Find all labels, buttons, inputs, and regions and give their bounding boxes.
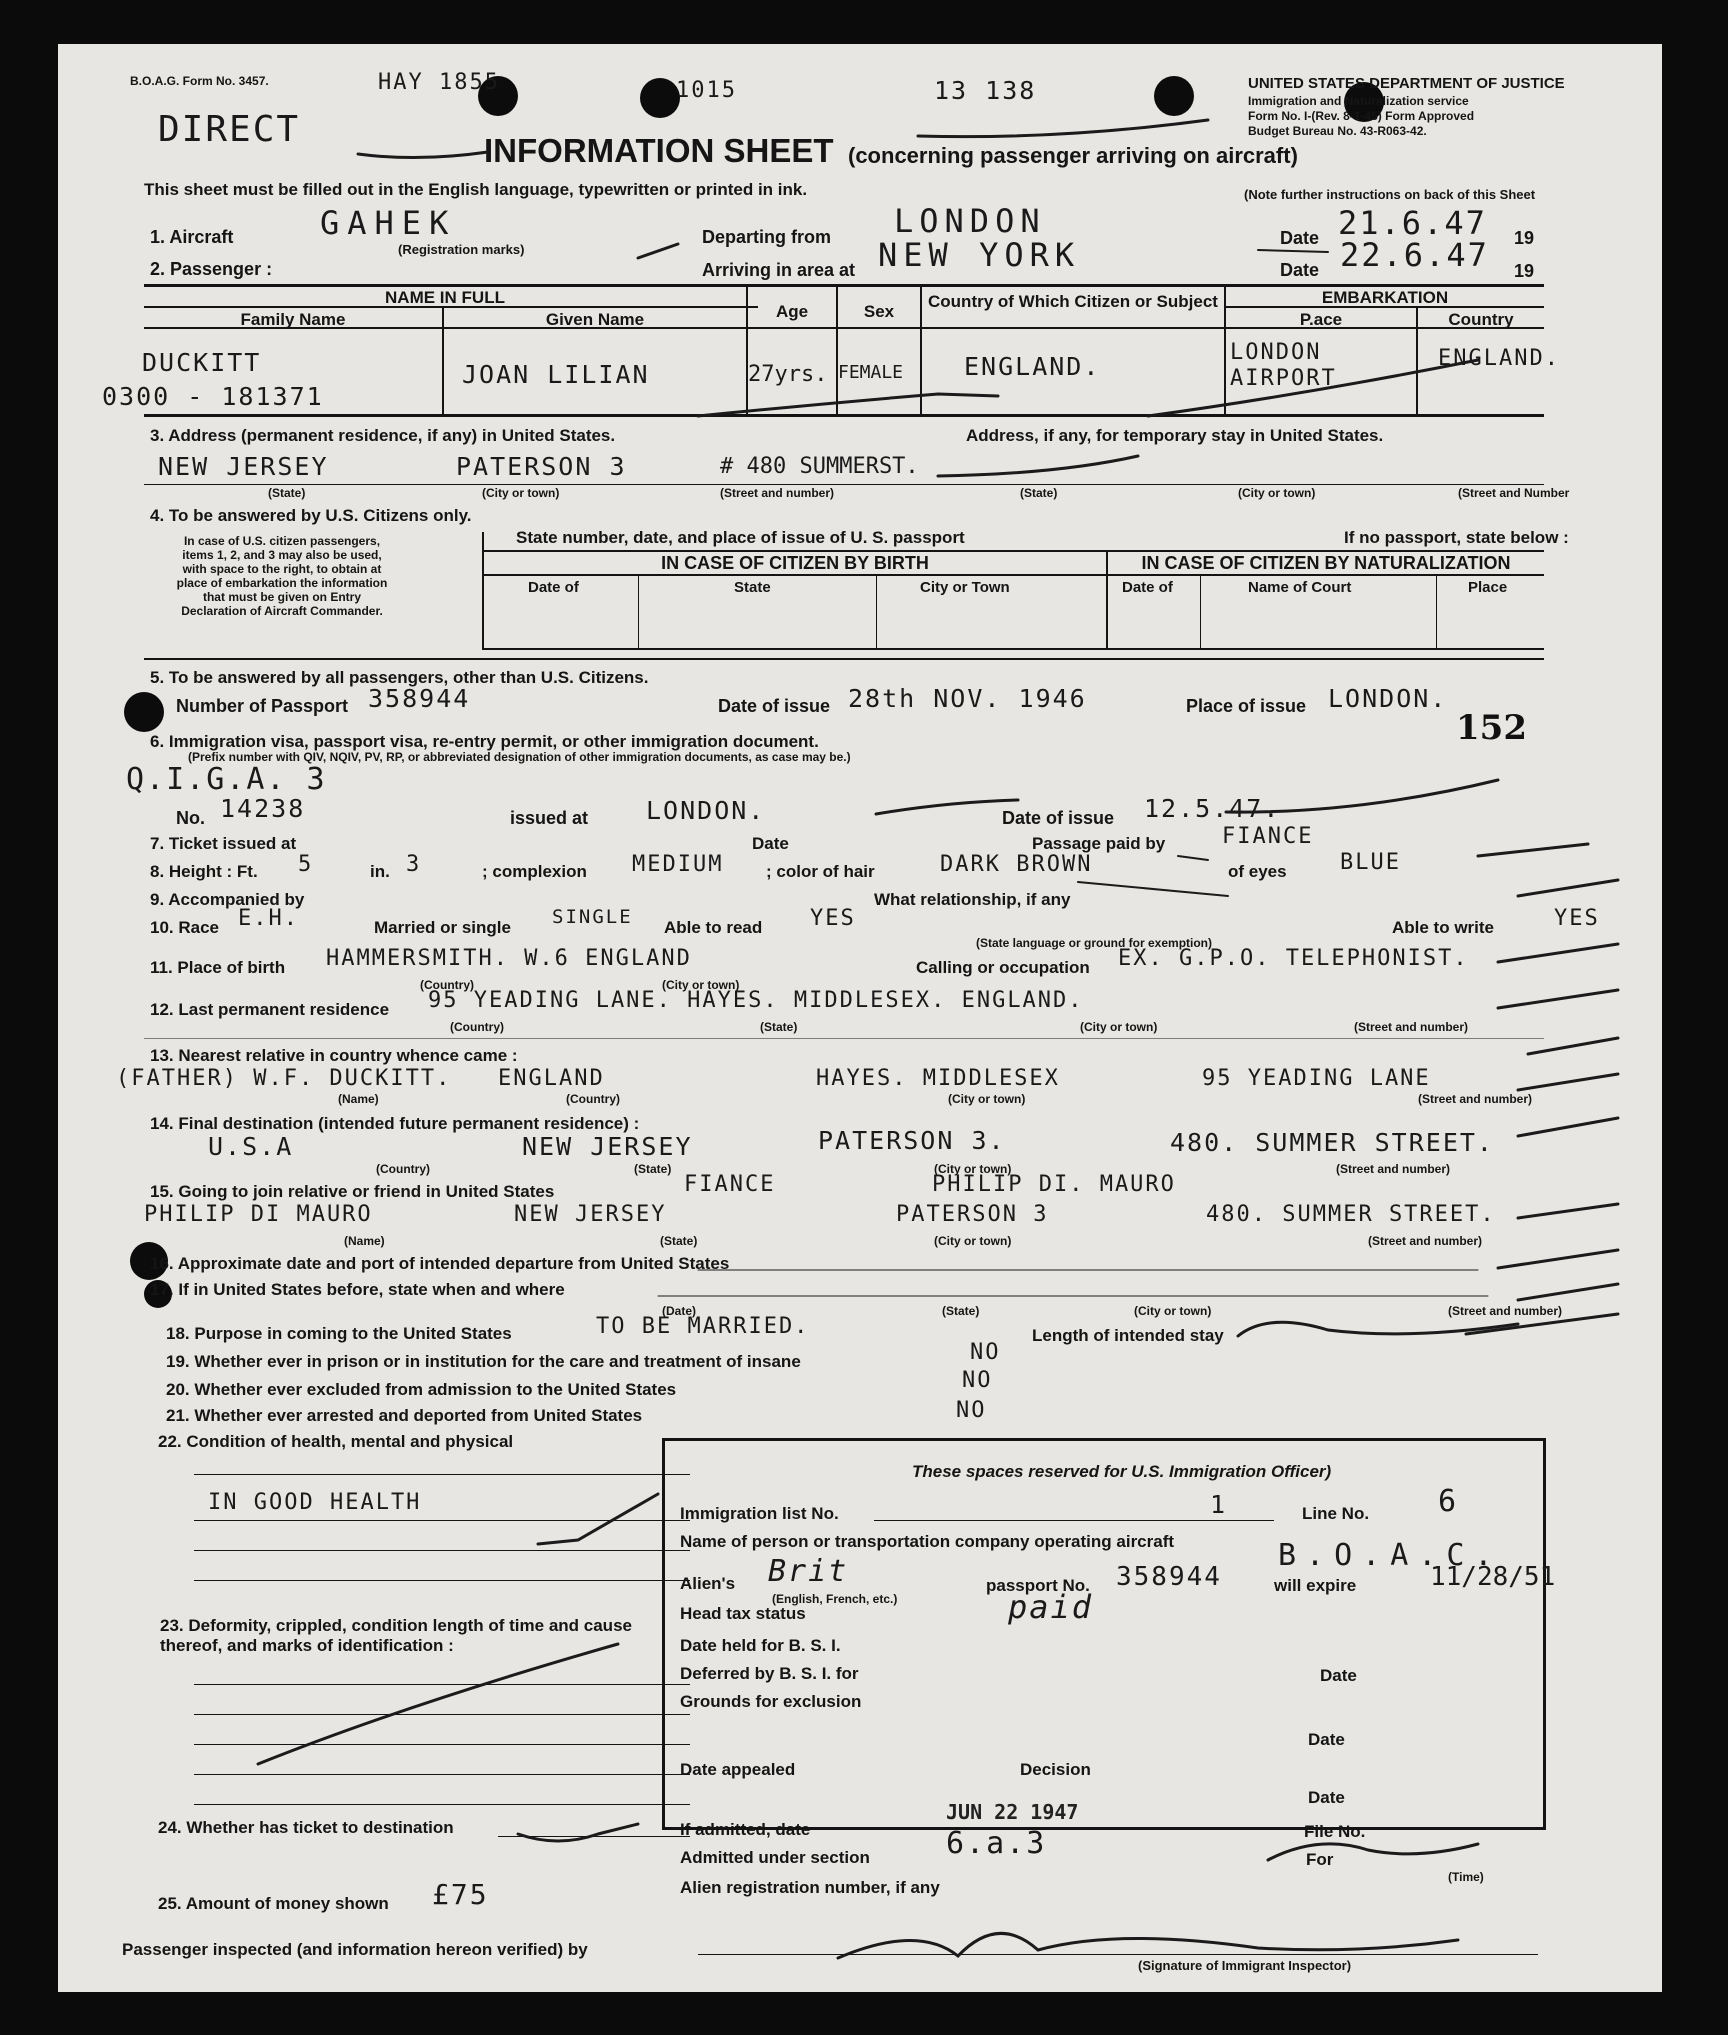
held-label: Date held for B. S. I. [680, 1636, 841, 1655]
caption-city: (City or town) [1134, 1304, 1212, 1318]
q6-date-label: Date of issue [1002, 808, 1115, 828]
passenger-label: 2. Passenger : [150, 259, 273, 279]
citizenship-header: Country of Which Citizen or Subject [928, 292, 1218, 311]
race-value: E.H. [238, 906, 299, 931]
caption-name: (Name) [344, 1234, 385, 1248]
q6-no-label: No. [176, 808, 205, 828]
destination-country: U.S.A [208, 1132, 294, 1161]
q7-label: 7. Ticket issued at [150, 834, 297, 853]
caption-country: (Country) [376, 1162, 430, 1176]
issue-place-label: Place of issue [1186, 696, 1307, 716]
q3-street-value: # 480 SUMMERST. [720, 454, 919, 479]
q17-label: 17. If in United States before, state when and where [150, 1280, 565, 1299]
embarkation-country-value: ENGLAND. [1438, 346, 1560, 371]
birth-header: IN CASE OF CITIZEN BY BIRTH [661, 553, 929, 573]
q19-value: NO [970, 1340, 1001, 1365]
q14-label: 14. Final destination (intended future permanent residence) : [150, 1114, 640, 1133]
q20-value: NO [962, 1368, 993, 1393]
q6-date-value: 12.5.47. [1144, 794, 1281, 823]
time-caption: (Time) [1448, 1870, 1484, 1884]
date2-label: Date [1280, 260, 1320, 280]
registration-caption: (Registration marks) [398, 242, 525, 257]
handwritten-direct: DIRECT [158, 109, 301, 150]
headtax-label: Head tax status [680, 1604, 806, 1623]
calling-value: EX. G.P.O. TELEPHONIST. [1118, 946, 1469, 971]
doj-heading: UNITED STATES DEPARTMENT OF JUSTICE [1248, 75, 1565, 92]
instruction-line: This sheet must be filled out in the English language, typewritten or printed in ink. [144, 180, 808, 199]
language-caption: (State language or ground for exemption) [976, 936, 1213, 950]
embarkation-header: EMBARKATION [1321, 288, 1449, 307]
decision-date-label: Date [1308, 1788, 1345, 1807]
write-label: Able to write [1392, 918, 1495, 937]
caption-country: (Country) [566, 1092, 620, 1106]
q8-label: 8. Height : Ft. [150, 862, 258, 881]
nat-date-of: Date of [1122, 579, 1173, 596]
ins-heading: Immigration and Naturalization service [1248, 94, 1469, 108]
height-ft-value: 5 [298, 852, 314, 877]
last-residence-value: 95 YEADING LANE. HAYES. MIDDLESEX. ENGLAND. [428, 988, 1084, 1013]
caption-date: (Date) [662, 1304, 697, 1318]
read-value: YES [810, 906, 856, 931]
health-value: IN GOOD HEALTH [208, 1490, 422, 1515]
q5-label: 5. To be answered by all passengers, other than U.S. Citizens. [150, 668, 649, 687]
read-label: Able to read [664, 918, 763, 937]
information-sheet-form [58, 44, 1662, 1992]
passport-no-value: 358944 [1116, 1562, 1222, 1592]
caption-city-2: (City or town) [1238, 486, 1316, 500]
q3-state-value: NEW JERSEY [158, 452, 329, 481]
section-value: 6.a.3 [946, 1826, 1047, 1861]
grounds-date-label: Date [1308, 1730, 1345, 1749]
caption-street-2: (Street and Number [1458, 486, 1570, 500]
birth-state: State [734, 579, 771, 596]
caption-country: (Country) [450, 1020, 504, 1034]
q20-label: 20. Whether ever excluded from admission to the United States [166, 1380, 677, 1399]
handwritten-number: 13 138 [934, 76, 1037, 105]
alien-reg-label: Alien registration number, if any [680, 1878, 940, 1897]
eyes-label: of eyes [1228, 862, 1287, 881]
date2-value: 22.6.47 [1340, 236, 1489, 274]
q13-label: 13. Nearest relative in country whence came : [150, 1046, 518, 1065]
q11-label: 11. Place of birth [150, 958, 286, 977]
q25-label: 25. Amount of money shown [158, 1894, 389, 1913]
family-name-header: Family Name [240, 310, 346, 329]
issue-date-label: Date of issue [718, 696, 831, 716]
deferred-date-label: Date [1320, 1666, 1357, 1685]
file-no-label: File No. [1304, 1822, 1366, 1841]
caption-state: (State) [942, 1304, 980, 1318]
caption-city: (City or town) [482, 486, 560, 500]
caption-city: (City or town) [1080, 1020, 1158, 1034]
caption-state: (State) [660, 1234, 698, 1248]
q6-prefix: Q.I.G.A. 3 [126, 762, 327, 797]
q19-label: 19. Whether ever in prison or in institution for the care and treatment of insane [166, 1352, 801, 1371]
money-value: £75 [432, 1878, 489, 1911]
deferred-label: Deferred by B. S. I. for [680, 1664, 859, 1683]
q6-issued-label: issued at [510, 808, 589, 828]
caption-street: (Street and number) [1368, 1234, 1483, 1248]
caption-street: (Street and number) [720, 486, 835, 500]
q6-issued-value: LONDON. [646, 796, 766, 825]
handwritten-flight: HAY 1855 [378, 70, 500, 95]
budget-bureau: Budget Bureau No. 43-R063-42. [1248, 124, 1427, 138]
alien-value: Brit [768, 1554, 849, 1589]
alien-label: Alien's [680, 1574, 736, 1593]
form-subtitle: (concerning passenger arriving on aircraft) [848, 143, 1298, 168]
q24-label: 24. Whether has ticket to destination [158, 1818, 454, 1837]
q18-label: 18. Purpose in coming to the United States [166, 1324, 512, 1343]
married-label: Married or single [374, 918, 511, 937]
appealed-label: Date appealed [680, 1760, 796, 1779]
q3-temp-label: Address, if any, for temporary stay in United States. [966, 426, 1384, 445]
expire-label: will expire [1274, 1576, 1357, 1595]
q21-value: NO [956, 1398, 987, 1423]
q23-label: 23. Deformity, crippled, condition length of time and cause thereof, and marks of identification : [160, 1616, 632, 1655]
q10-label: 10. Race [150, 918, 219, 937]
date1-year: 19 [1514, 228, 1535, 248]
caption-city: (City or town) [934, 1234, 1012, 1248]
eyes-value: BLUE [1340, 850, 1401, 875]
birth-city: City or Town [920, 579, 1010, 596]
q6-sublabel: (Prefix number with QIV, NQIV, PV, RP, or abbreviated designation of other immigration documents, as case may be.) [188, 750, 851, 764]
boac-form-number: B.O.A.G. Form No. 3457. [130, 74, 269, 88]
q6-no-value: 14238 [220, 794, 306, 823]
date1-label: Date [1280, 228, 1320, 248]
passport-number-value: 358944 [368, 684, 471, 713]
q7-paid-label: Passage paid by [1032, 834, 1166, 853]
destination-state: NEW JERSEY [522, 1132, 693, 1161]
caption-street: (Street and number) [1354, 1020, 1469, 1034]
company-value: B.O.A.C. [1278, 1538, 1503, 1573]
date2-year: 19 [1514, 261, 1535, 281]
caption-street: (Street and number) [1418, 1092, 1533, 1106]
grounds-label: Grounds for exclusion [680, 1692, 862, 1711]
relative-country: ENGLAND [498, 1066, 605, 1091]
caption-street: (Street and number) [1448, 1304, 1563, 1318]
aircraft-label: 1. Aircraft [150, 227, 234, 247]
line-label: Line No. [1302, 1504, 1370, 1523]
officer-box-header: These spaces reserved for U.S. Immigration Officer) [912, 1462, 1332, 1481]
q4-no-passport: If no passport, state below : [1344, 528, 1569, 547]
married-value: SINGLE [552, 906, 633, 928]
q22-label: 22. Condition of health, mental and physical [158, 1432, 514, 1451]
passport-number-label: Number of Passport [176, 696, 349, 716]
list-label: Immigration list No. [680, 1504, 839, 1523]
section-label: Admitted under section [680, 1848, 870, 1867]
destination-street: 480. SUMMER STREET. [1170, 1128, 1494, 1157]
q6-label: 6. Immigration visa, passport visa, re-entry permit, or other immigration document. [150, 732, 819, 751]
given-name-value: JOAN LILIAN [462, 360, 650, 389]
destination-city: PATERSON 3. [818, 1126, 1006, 1155]
decision-label: Decision [1020, 1760, 1091, 1779]
form-title: INFORMATION SHEET [484, 132, 834, 169]
date1-value: 21.6.47 [1338, 204, 1487, 242]
purpose-value: TO BE MARRIED. [596, 1314, 810, 1339]
caption-state: (State) [634, 1162, 672, 1176]
issue-date-value: 28th NOV. 1946 [848, 684, 1087, 713]
embarkation-place-header: P.ace [1299, 310, 1343, 329]
caption-country: (Country) [420, 978, 474, 992]
stay-label: Length of intended stay [1032, 1326, 1224, 1345]
form-number: Form No. I-(Rev. 8-1-45) Form Approved [1248, 109, 1475, 123]
height-in-value: 3 [406, 852, 422, 877]
caption-state: (State) [760, 1020, 798, 1034]
admitted-date-stamp: JUN 22 1947 [946, 1800, 1079, 1824]
q4-label: 4. To be answered by U.S. Citizens only. [150, 506, 472, 525]
friend-city: PATERSON 3 [896, 1202, 1049, 1227]
expire-value: 11/28/51 [1430, 1562, 1556, 1592]
q4-note: In case of U.S. citizen passengers, items 1, 2, and 3 may also be used, with space to the right, to obtain at place of embarkation the information that must be given on Entry Declaration of Aircraft Commander. [176, 534, 388, 618]
friend-street: 480. SUMMER STREET. [1206, 1202, 1496, 1227]
caption-name: (Name) [338, 1092, 379, 1106]
calling-label: Calling or occupation [916, 958, 1090, 977]
birth-place-value: HAMMERSMITH. W.6 ENGLAND [326, 946, 692, 971]
friend-state: NEW JERSEY [514, 1202, 667, 1227]
q9-rel-label: What relationship, if any [874, 890, 1071, 909]
headtax-value: paid [1008, 1588, 1094, 1626]
sex-header: Sex [863, 302, 895, 321]
complexion-value: MEDIUM [632, 852, 724, 877]
citizenship-value: ENGLAND. [964, 352, 1101, 381]
given-name-header: Given Name [545, 310, 645, 329]
friend-relationship: FIANCE [684, 1172, 776, 1197]
q21-label: 21. Whether ever arrested and deported from United States [166, 1406, 643, 1425]
hair-value: DARK BROWN [940, 852, 1093, 877]
departing-value: LONDON [894, 202, 1046, 240]
q9-label: 9. Accompanied by [150, 890, 305, 909]
caption-street: (Street and number) [1336, 1162, 1451, 1176]
for-label: For [1306, 1850, 1334, 1869]
nat-court: Name of Court [1248, 579, 1352, 596]
caption-state-2: (State) [1020, 486, 1058, 500]
age-value: 27yrs. [748, 362, 828, 387]
complexion-label: ; complexion [482, 862, 587, 881]
q7-date-label: Date [752, 834, 789, 853]
nat-place: Place [1468, 579, 1508, 596]
naturalization-header: IN CASE OF CITIZEN BY NATURALIZATION [1141, 553, 1511, 573]
relative-city: HAYES. MIDDLESEX [816, 1066, 1060, 1091]
birth-date-of: Date of [528, 579, 579, 596]
relative-name: (FATHER) W.F. DUCKITT. [116, 1066, 452, 1091]
embarkation-country-header: Country [1448, 310, 1514, 329]
list-value: 1 [1210, 1490, 1228, 1519]
friend-name-top: PHILIP DI. MAURO [932, 1172, 1176, 1197]
arriving-label: Arriving in area at [702, 260, 856, 280]
line-value: 6 [1438, 1484, 1459, 1519]
q4-passport-label: State number, date, and place of issue of U. S. passport [516, 528, 965, 547]
q15-label: 15. Going to join relative or friend in United States [150, 1182, 555, 1201]
q12-label: 12. Last permanent residence [150, 1000, 390, 1019]
caption-city: (City or town) [934, 1162, 1012, 1176]
company-label: Name of person or transportation company operating aircraft [680, 1532, 1175, 1551]
q7-paid-value: FIANCE [1222, 824, 1314, 849]
page-number-stamp: 152 [1456, 708, 1527, 748]
inspector-caption: (Signature of Immigrant Inspector) [1138, 1958, 1352, 1973]
height-in-label: in. [370, 862, 390, 881]
aircraft-value: GAHEK [320, 204, 457, 242]
handwritten-time: 1015 [676, 78, 737, 103]
issue-place-value: LONDON. [1328, 684, 1448, 713]
inspected-label: Passenger inspected (and information hereon verified) by [122, 1940, 588, 1959]
sex-value: FEMALE [838, 362, 904, 383]
q3-city-value: PATERSON 3 [456, 452, 627, 481]
age-header: Age [775, 302, 809, 321]
departing-label: Departing from [702, 227, 832, 247]
admitted-label: If admitted, date [680, 1820, 811, 1839]
caption-city: (City or town) [662, 978, 740, 992]
caption-city: (City or town) [948, 1092, 1026, 1106]
embarkation-place-value: LONDON AIRPORT [1230, 340, 1337, 391]
handwriting-strokes [58, 44, 1662, 1992]
name-in-full-header: NAME IN FULL [385, 288, 505, 307]
note-line: (Note further instructions on back of this Sheet [1244, 187, 1536, 202]
friend-name: PHILIP DI MAURO [144, 1202, 373, 1227]
alien-caption: (English, French, etc.) [772, 1592, 898, 1606]
passport-no-label: passport No. [986, 1576, 1090, 1595]
arriving-value: NEW YORK [878, 236, 1081, 274]
caption-state: (State) [268, 486, 306, 500]
write-value: YES [1554, 906, 1600, 931]
hair-label: ; color of hair [766, 862, 875, 881]
family-name-value: DUCKITT [142, 348, 262, 377]
family-ref-value: 0300 - 181371 [102, 382, 324, 411]
q16-label: 16. Approximate date and port of intended departure from United States [150, 1254, 730, 1273]
relative-street: 95 YEADING LANE [1202, 1066, 1431, 1091]
q3-label: 3. Address (permanent residence, if any) in United States. [150, 426, 616, 445]
